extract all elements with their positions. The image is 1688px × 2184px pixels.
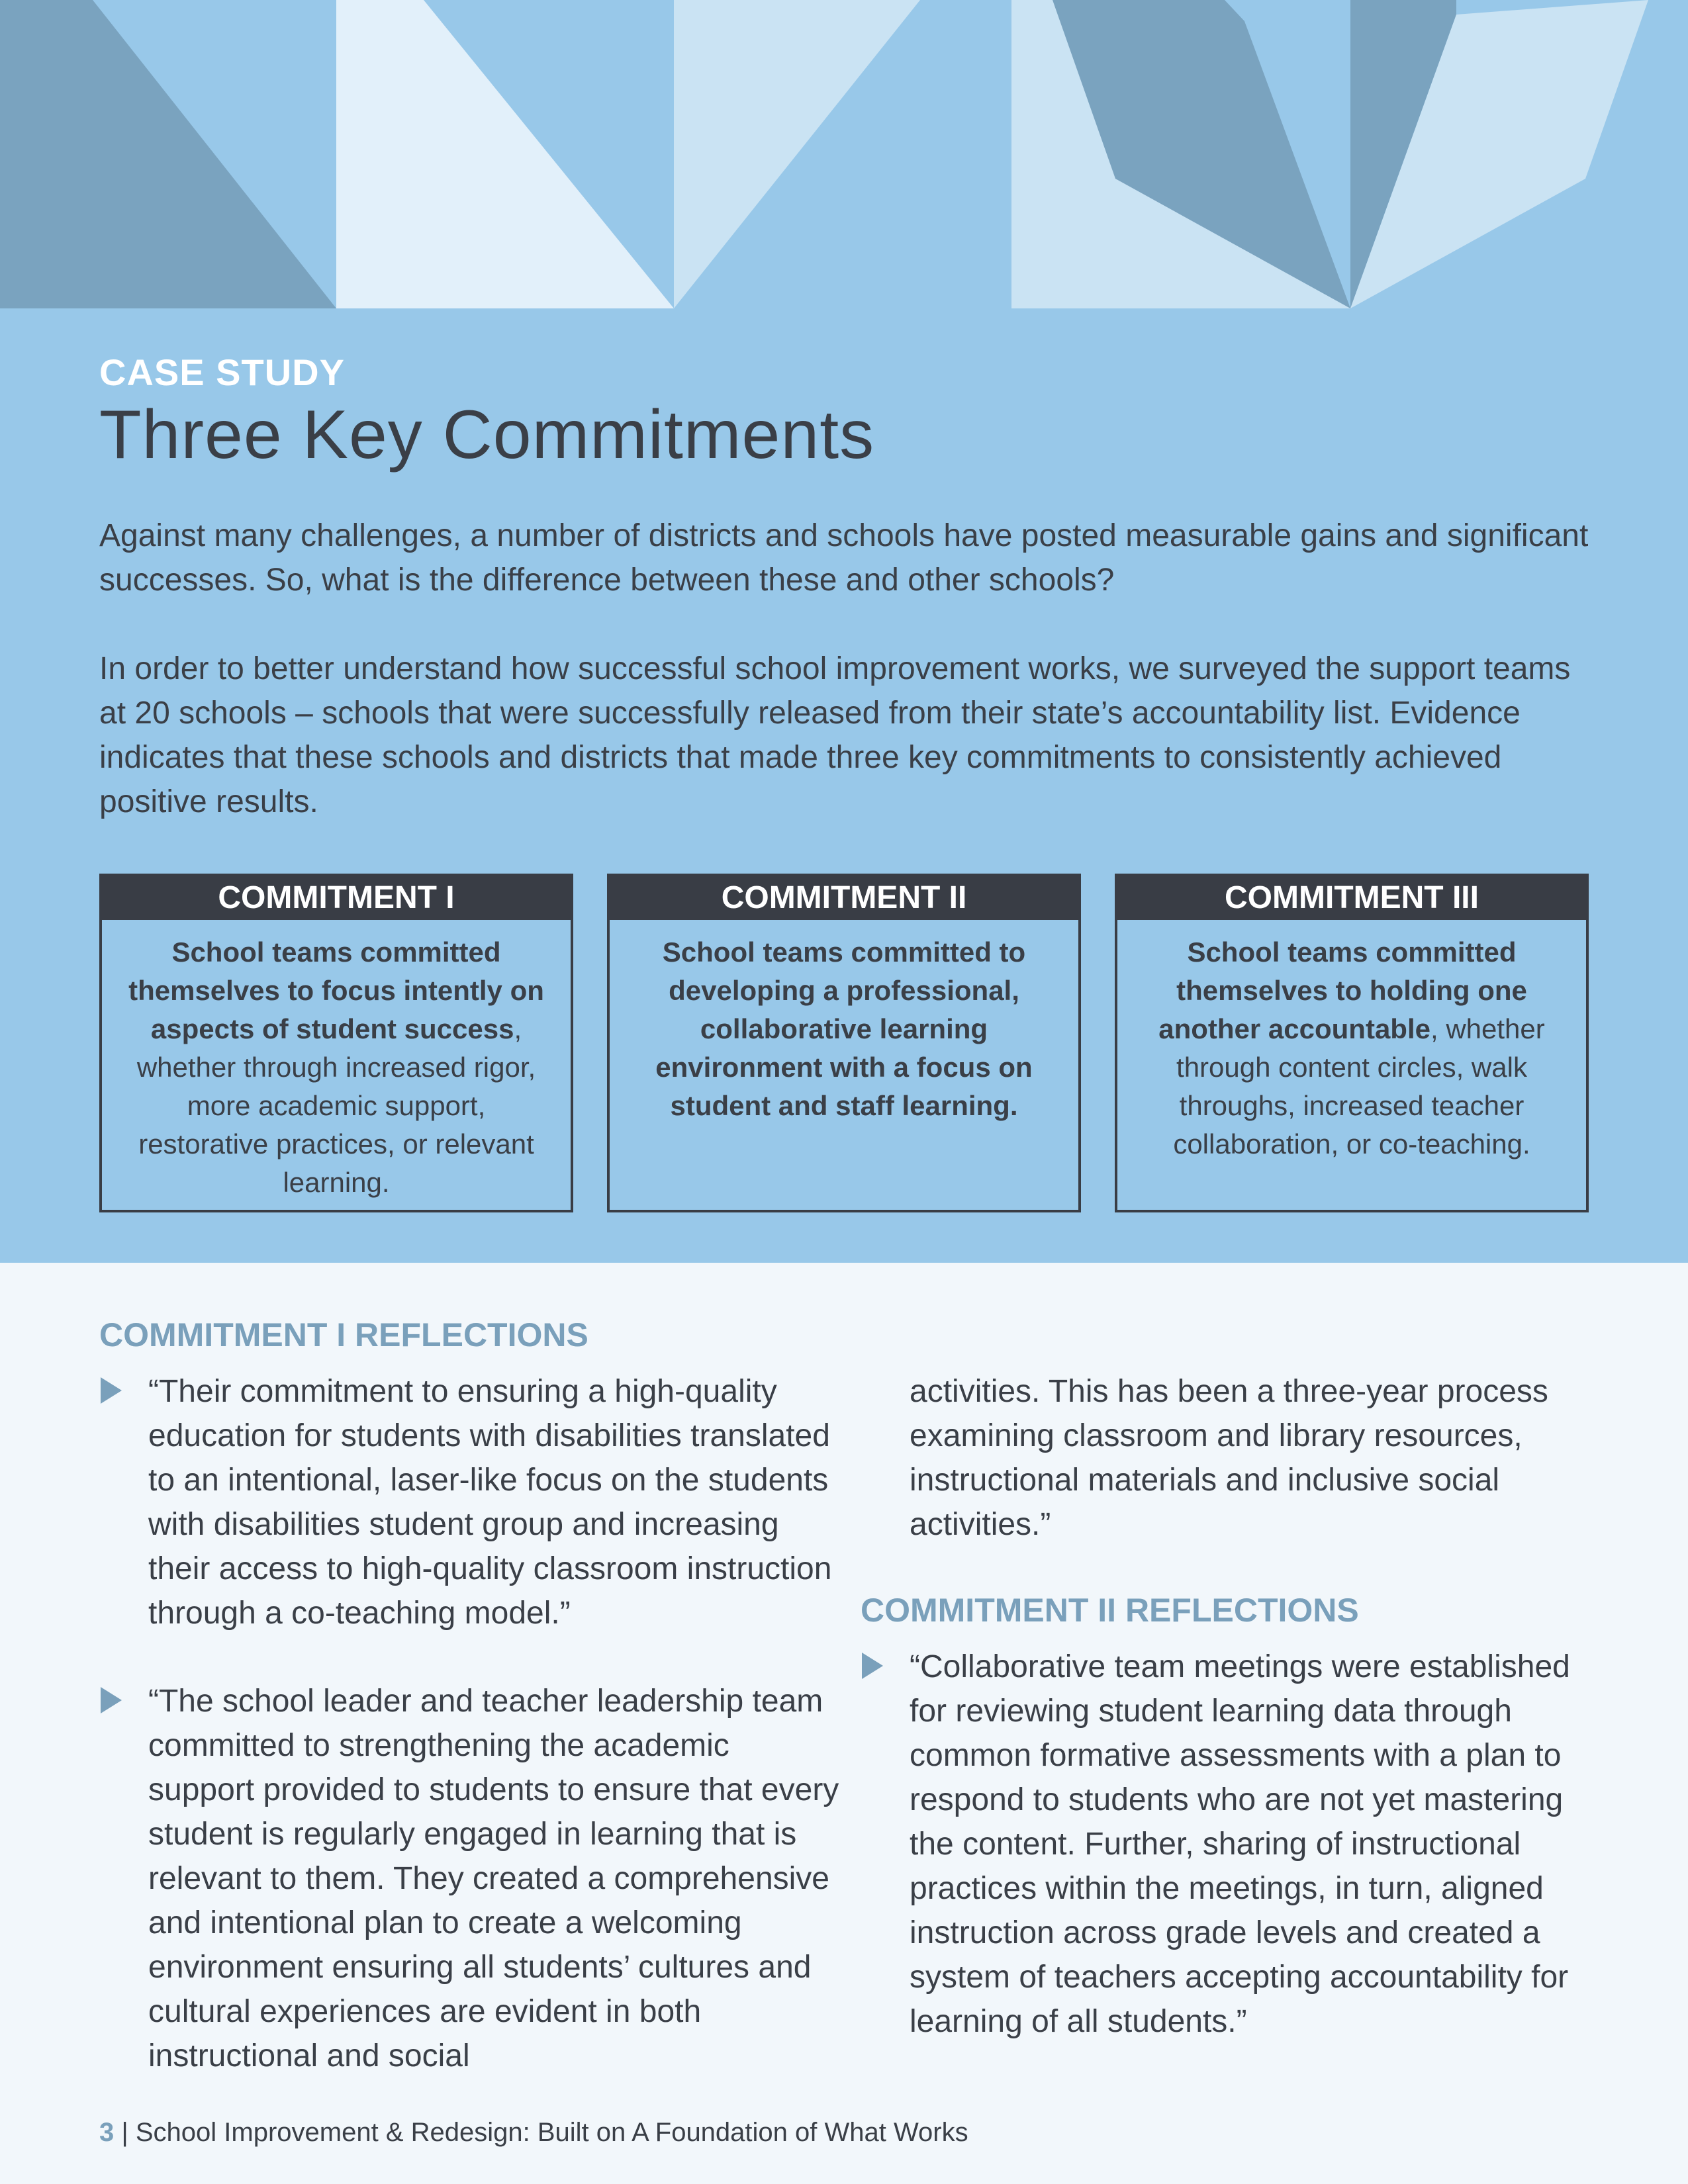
commitment-title: COMMITMENT II xyxy=(610,876,1078,920)
bullet-triangle-icon xyxy=(862,1653,883,1679)
reflection-quote-3: “Collaborative team meetings were established for reviewing student learning data through common formative assessments with a plan to respond to students who are not yet mastering the content. Further, sharing of instructional practices within the meetings, in turn, aligned instruction across grade levels and created a system of teachers accepting accountability for learning of all students.” xyxy=(910,1649,1570,2039)
case-study-label: CASE STUDY xyxy=(99,351,345,393)
commitment-title: COMMITMENT I xyxy=(102,876,571,920)
commitment-card-3 xyxy=(1115,874,1589,1212)
commitment-1-reflections-heading: COMMITMENT I REFLECTIONS xyxy=(99,1316,588,1353)
page-title: Three Key Commitments xyxy=(99,396,875,473)
commitment-text: , whether through content circles, walk throughs, increased teacher collaboration, or co-teaching. xyxy=(1173,1013,1545,1160)
commitment-body xyxy=(1117,920,1586,1163)
page-number: 3 xyxy=(99,2118,115,2147)
reflection-quote-2: “The school leader and teacher leadership team committed to strengthening the academic support provided to students to ensure that every student is regularly engaged in learning that is relevant to them. They created a comprehensive and intentional plan to create a welcoming environment ensuring all students’ cultures and cultural experiences are evident in both instructional and social xyxy=(148,1684,839,2073)
commitment-bold-text: School teams committed to developing a professional, collaborative learning environment with a focus on student and staff learning. xyxy=(655,936,1033,1121)
commitment-2-reflections-heading: COMMITMENT II REFLECTIONS xyxy=(861,1592,1359,1629)
footer-separator: | xyxy=(114,2118,136,2147)
geometric-banner xyxy=(0,0,1688,308)
commitment-bold-text: School teams committed themselves to focus intently on aspects of student success xyxy=(128,936,544,1044)
reflection-quote-2-continued: activities. This has been a three-year process examining classroom and library resources, instructional materials and inclusive social activities.” xyxy=(910,1374,1548,1542)
commitment-body xyxy=(102,920,571,1202)
commitment-bold-text: School teams committed themselves to holding one another accountable xyxy=(1158,936,1527,1044)
commitment-card-2 xyxy=(607,874,1081,1212)
reflection-quote-1: “Their commitment to ensuring a high-quality education for students with disabilities translated to an intentional, laser-like focus on the students with disabilities student group and increasing their access to high-quality classroom instruction through a co-teaching model.” xyxy=(148,1374,832,1631)
commitment-card-1 xyxy=(99,874,573,1212)
commitment-text: , whether through increased rigor, more academic support, restorative practices, or relevant learning. xyxy=(136,1013,536,1198)
document-title: School Improvement & Redesign: Built on A Foundation of What Works xyxy=(135,2118,968,2147)
intro-paragraph-1: Against many challenges, a number of districts and schools have posted measurable gains and significant successes. So, what is the difference between these and other schools? xyxy=(99,518,1589,598)
page-footer xyxy=(99,2118,968,2148)
commitment-body xyxy=(610,920,1078,1125)
bullet-triangle-icon xyxy=(101,1687,122,1713)
commitment-title: COMMITMENT III xyxy=(1117,876,1586,920)
intro-paragraph-2: In order to better understand how successful school improvement works, we surveyed the support teams at 20 schools – schools that were successfully released from their state’s accountability list. Evidence indicates that these schools and districts that made three key commitments to consistently achieved positive results. xyxy=(99,651,1571,819)
bullet-triangle-icon xyxy=(101,1377,122,1404)
